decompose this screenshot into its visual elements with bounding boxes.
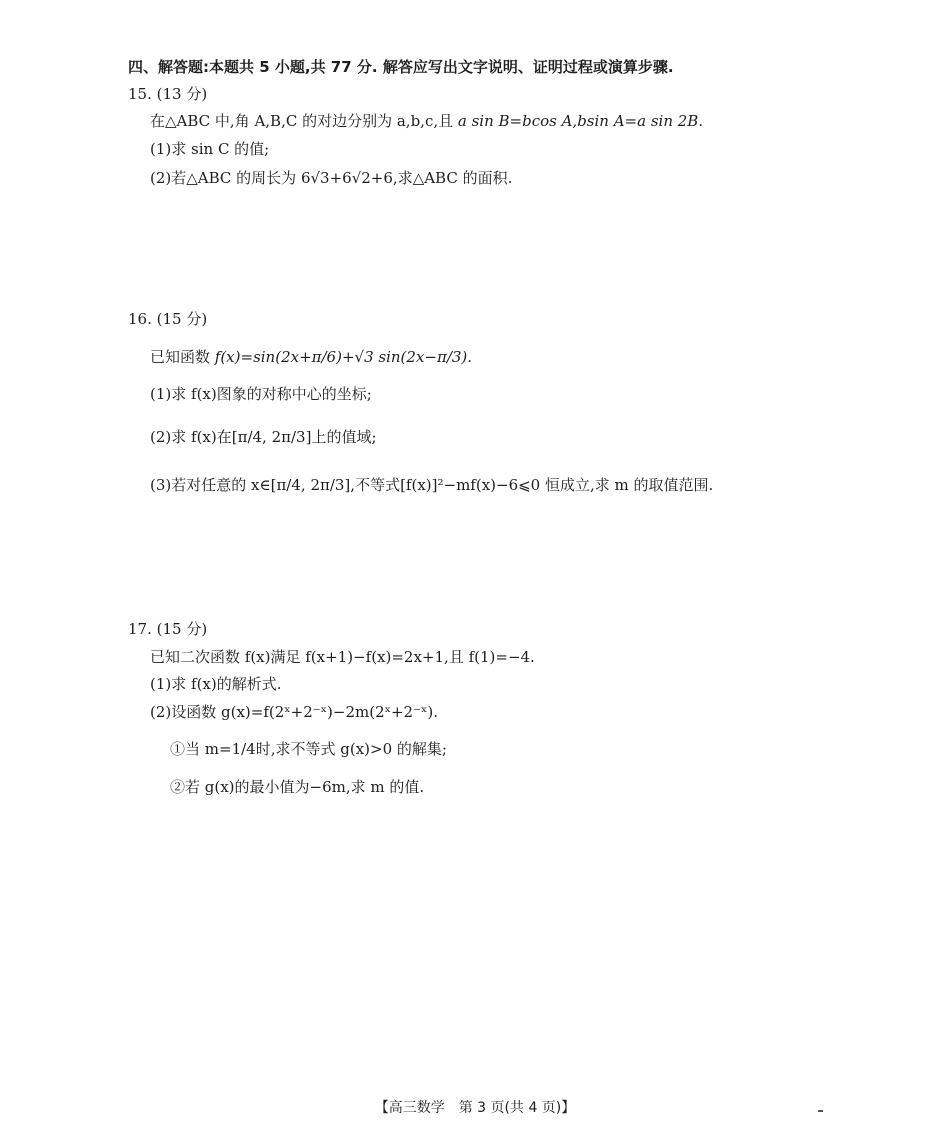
q17-sub1-value: 1/4 [231,740,256,758]
corner-mark [818,1110,823,1112]
q16-part2-interval: [π/4, 2π/3] [231,428,312,446]
section-header: 四、解答题:本题共 5 小题,共 77 分. 解答应写出文字说明、证明过程或演算步骤. [128,58,674,76]
q16-part2 [150,420,377,454]
q16-part3-prefix: (3)若对任意的 x∈ [150,476,271,494]
q16-part3-suffix: ,不等式[f(x)]²−mf(x)−6⩽0 恒成立,求 m 的取值范围. [350,476,714,494]
q16-stem [150,340,472,374]
q17-number: 17. (15 分) [128,620,208,638]
q15-stem [150,111,703,131]
q17-sub1 [170,732,447,766]
q16-part1: (1)求 f(x)图象的对称中心的坐标; [150,385,372,403]
q17-stem: 已知二次函数 f(x)满足 f(x+1)−f(x)=2x+1,且 f(1)=−4. [150,648,535,666]
q15-part1: (1)求 sin C 的值; [150,140,270,158]
q17-sub1-suffix: 时,求不等式 g(x)>0 的解集; [255,740,447,758]
q16-part2-suffix: 上的值域; [311,428,377,446]
q16-stem-prefix: 已知函数 [150,348,215,366]
q15-part2-prefix: (2)若△ABC 的周长为 [150,169,301,187]
q15-part2 [150,168,512,188]
q17-part2: (2)设函数 g(x)=f(2ˣ+2⁻ˣ)−2m(2ˣ+2⁻ˣ). [150,703,438,721]
q15-part2-suffix: ,求△ABC 的面积. [392,169,513,187]
q17-sub1-prefix: ①当 m= [170,740,232,758]
q17-sub2: ②若 g(x)的最小值为−6m,求 m 的值. [170,778,425,796]
q17-part1: (1)求 f(x)的解析式. [150,675,282,693]
q15-stem-formula: a sin B=bcos A,bsin A=a sin 2B. [457,112,704,130]
q16-number: 16. (15 分) [128,310,208,328]
q15-number: 15. (13 分) [128,85,208,103]
q16-stem-formula: f(x)=sin(2x+π/6)+√3 sin(2x−π/3). [214,348,473,366]
q15-part2-formula: 6√3+6√2+6 [300,169,393,187]
q16-part3 [150,468,713,502]
page-footer: 【高三数学 第 3 页(共 4 页)】 [374,1100,576,1116]
q16-part2-prefix: (2)求 f(x)在 [150,428,232,446]
q15-stem-prefix: 在△ABC 中,角 A,B,C 的对边分别为 a,b,c,且 [150,112,458,130]
q16-part3-interval: [π/4, 2π/3] [270,476,351,494]
